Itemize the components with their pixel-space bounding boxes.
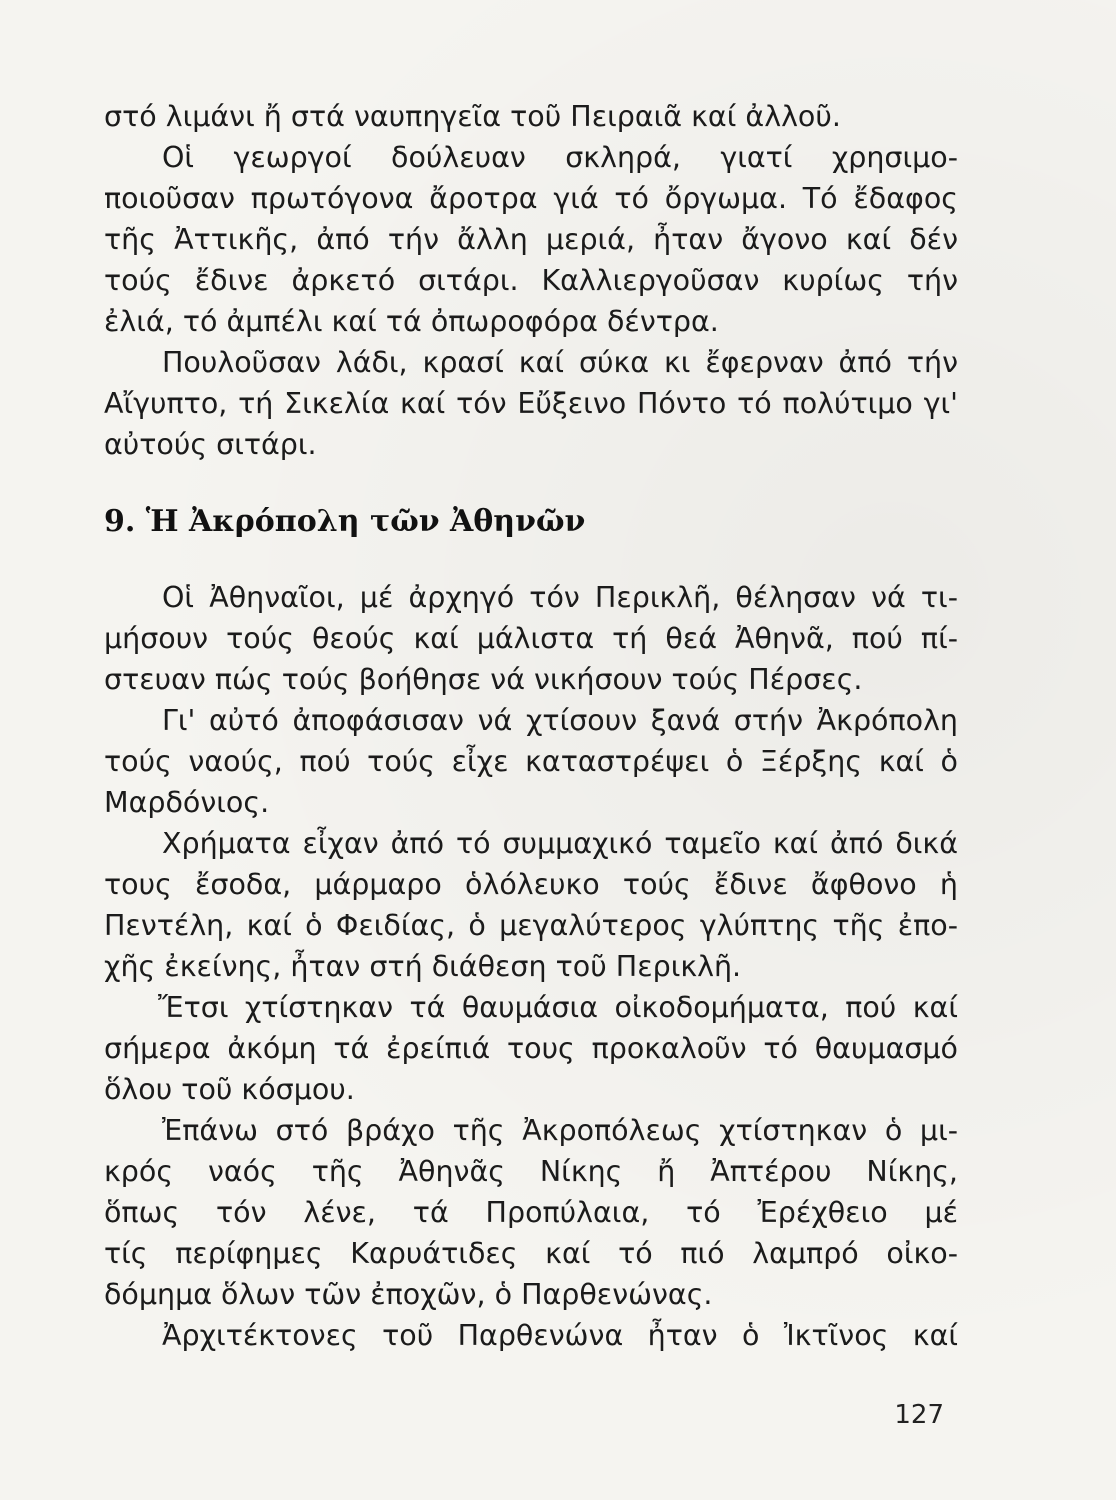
paragraph-6	[104, 823, 958, 987]
text-line: στό λιμάνι ἤ στά ναυπηγεῖα τοῦ Πειραιᾶ καί ἀλλοῦ.	[104, 100, 841, 133]
section-heading: 9. Ἡ Ἀκρόπολη τῶν Ἀθηνῶν	[104, 504, 586, 539]
text-line: Αἴγυπτο, τή Σικελία καί τόν Εὔξεινο Πόντο τό πολύτιμο γι'	[104, 387, 958, 420]
text-line: μήσουν τούς θεούς καί μάλιστα τή θεά Ἀθηνᾶ, πού πί-	[104, 622, 958, 655]
paragraph-5	[104, 700, 958, 823]
text-line: αὐτούς σιτάρι.	[104, 428, 317, 461]
paragraph-4	[104, 577, 958, 700]
text-line: ποιοῦσαν πρωτόγονα ἄροτρα γιά τό ὄργωμα. Τό ἔδαφος	[104, 182, 958, 215]
text-line: δόμημα ὅλων τῶν ἐποχῶν, ὁ Παρθενώνας.	[104, 1278, 713, 1311]
text-line: Γι' αὐτό ἀποφάσισαν νά χτίσουν ξανά στήν Ἀκρόπολη	[162, 704, 958, 737]
text-line: Οἱ γεωργοί δούλευαν σκληρά, γιατί χρησιμο-	[162, 141, 958, 174]
text-line: τῆς Ἀττικῆς, ἀπό τήν ἄλλη μεριά, ἦταν ἄγονο καί δέν	[104, 223, 958, 256]
text-line: ὅπως τόν λένε, τά Προπύλαια, τό Ἐρέχθειο μέ	[104, 1196, 958, 1229]
text-line: τους ἔσοδα, μάρμαρο ὁλόλευκο τούς ἔδινε ἄφθονο ἡ	[104, 868, 958, 901]
text-line: κρός ναός τῆς Ἀθηνᾶς Νίκης ἤ Ἀπτέρου Νίκης,	[104, 1155, 958, 1188]
text-line: τούς ἔδινε ἀρκετό σιτάρι. Καλλιεργοῦσαν κυρίως τήν	[104, 264, 958, 297]
text-line: τούς ναούς, πού τούς εἶχε καταστρέψει ὁ Ξέρξης καί ὁ	[104, 745, 958, 778]
paragraph-2	[104, 137, 958, 342]
paragraph-7	[104, 987, 958, 1110]
text-line: στευαν πώς τούς βοήθησε νά νικήσουν τούς Πέρσες.	[104, 663, 863, 696]
paragraph-1	[104, 96, 958, 137]
paragraph-3	[104, 342, 958, 465]
body-text	[104, 96, 958, 1356]
text-line: Ἀρχιτέκτονες τοῦ Παρθενώνα ἦταν ὁ Ἰκτῖνος καί	[162, 1319, 958, 1352]
text-line: Πεντέλη, καί ὁ Φειδίας, ὁ μεγαλύτερος γλύπτης τῆς ἐπο-	[104, 909, 958, 942]
paragraph-8	[104, 1110, 958, 1315]
paragraph-9	[104, 1315, 958, 1356]
text-line: χῆς ἐκείνης, ἦταν στή διάθεση τοῦ Περικλῆ.	[104, 950, 742, 983]
text-line: τίς περίφημες Καρυάτιδες καί τό πιό λαμπρό οἰκο-	[104, 1237, 958, 1270]
text-line: Πουλοῦσαν λάδι, κρασί καί σύκα κι ἔφερναν ἀπό τήν	[162, 346, 958, 379]
text-line: Ἐπάνω στό βράχο τῆς Ἀκροπόλεως χτίστηκαν ὁ μι-	[162, 1114, 958, 1147]
text-line: Χρήματα εἶχαν ἀπό τό συμμαχικό ταμεῖο καί ἀπό δικά	[162, 827, 958, 860]
page-number: 127	[894, 1400, 944, 1430]
text-line: ἐλιά, τό ἀμπέλι καί τά ὀπωροφόρα δέντρα.	[104, 305, 719, 338]
text-line: Μαρδόνιος.	[104, 786, 270, 819]
text-line: ὅλου τοῦ κόσμου.	[104, 1073, 355, 1106]
text-line: Οἱ Ἀθηναῖοι, μέ ἀρχηγό τόν Περικλῆ, θέλησαν νά τι-	[162, 581, 958, 614]
text-line: Ἔτσι χτίστηκαν τά θαυμάσια οἰκοδομήματα, πού καί	[158, 991, 958, 1024]
text-line: σήμερα ἀκόμη τά ἐρείπιά τους προκαλοῦν τό θαυμασμό	[104, 1032, 958, 1065]
